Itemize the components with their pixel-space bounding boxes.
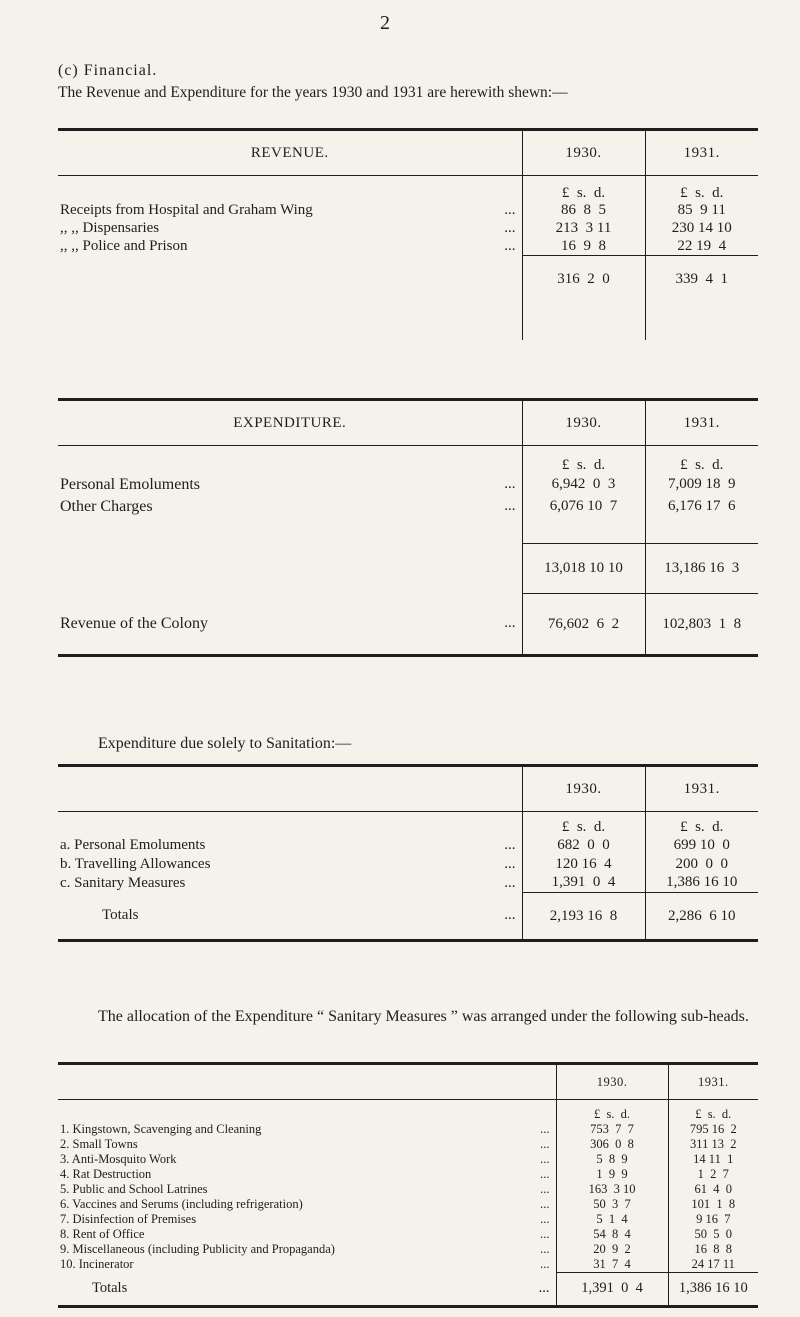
value-1931: 311 13 2	[668, 1137, 758, 1152]
col-1931-header: 1931.	[645, 766, 758, 812]
value-1930: 1 9 9	[556, 1167, 668, 1182]
units-1930: £ s. d.	[522, 812, 645, 836]
units-1930: £ s. d.	[556, 1100, 668, 1122]
table-row	[58, 1242, 758, 1257]
value-1931: 22 19 4	[645, 238, 758, 256]
allocation-table	[58, 1062, 758, 1308]
total-1931: 2,286 6 10	[645, 893, 758, 941]
row-dots: ...	[504, 498, 516, 514]
row-label: 4. Rat Destruction	[60, 1166, 152, 1181]
row-label: b. Travelling Allowances	[60, 855, 211, 872]
units-1931: £ s. d.	[645, 446, 758, 474]
row-label: 8. Rent of Office	[60, 1226, 145, 1241]
row-dots: ...	[540, 1211, 550, 1226]
total-1930: 316 2 0	[522, 256, 645, 304]
table-row	[58, 855, 758, 874]
total-row	[58, 256, 758, 304]
row-dots: ...	[504, 907, 516, 924]
row-dots: ...	[540, 1196, 550, 1211]
row-dots: ...	[540, 1241, 550, 1256]
row-label: Revenue of the Colony	[60, 614, 208, 632]
value-1931: 14 11 1	[668, 1152, 758, 1167]
row-dots: ...	[504, 615, 516, 632]
col-1931-header: 1931.	[645, 400, 758, 446]
row-label: 5. Public and School Latrines	[60, 1181, 208, 1196]
value-1930: 213 3 11	[522, 220, 645, 238]
row-dots: ...	[540, 1121, 550, 1136]
value-1931: 9 16 7	[668, 1212, 758, 1227]
col-1931-header: 1931.	[645, 130, 758, 176]
table-row	[58, 238, 758, 256]
row-dots: ...	[504, 220, 516, 236]
row-label: a. Personal Emoluments	[60, 836, 206, 853]
value-1930: 163 3 10	[556, 1182, 668, 1197]
sanitation-header	[58, 766, 522, 812]
col-1930-header: 1930.	[522, 766, 645, 812]
row-dots: ...	[504, 238, 516, 254]
value-1931: 1 2 7	[668, 1167, 758, 1182]
intro-text: The Revenue and Expenditure for the years 1930 and 1931 are herewith shewn:—	[58, 84, 568, 101]
row-dots: ...	[504, 476, 516, 492]
table-row	[58, 1122, 758, 1137]
value-1931: 50 5 0	[668, 1227, 758, 1242]
row-dots: ...	[540, 1226, 550, 1241]
table-row	[58, 1152, 758, 1167]
value-1931: 699 10 0	[645, 836, 758, 855]
value-1930: 20 9 2	[556, 1242, 668, 1257]
row-dots: ...	[540, 1166, 550, 1181]
value-1931: 1,386 16 10	[645, 874, 758, 893]
row-label: Other Charges	[60, 497, 153, 515]
totals-label: Totals	[92, 1279, 128, 1296]
row-dots: ...	[540, 1136, 550, 1151]
table-row	[58, 1212, 758, 1227]
row-label: ,, ,, Police and Prison	[60, 238, 188, 254]
row-dots: ...	[504, 874, 516, 891]
col-1930-header: 1930.	[556, 1064, 668, 1100]
table-row	[58, 1227, 758, 1242]
revenue-table	[58, 128, 758, 340]
row-dots: ...	[538, 1279, 550, 1296]
value-1930: 6,076 10 7	[522, 496, 645, 518]
table-row	[58, 1137, 758, 1152]
row-label: 7. Disinfection of Premises	[60, 1211, 197, 1226]
row-dots: ...	[540, 1151, 550, 1166]
table-row	[58, 1257, 758, 1273]
row-label: 1. Kingstown, Scavenging and Cleaning	[60, 1121, 262, 1136]
row-label: Receipts from Hospital and Graham Wing	[60, 202, 313, 218]
value-1931: 101 1 8	[668, 1197, 758, 1212]
value-1931: 24 17 11	[668, 1257, 758, 1273]
value-1931: 102,803 1 8	[645, 594, 758, 656]
value-1931: 6,176 17 6	[645, 496, 758, 518]
units-1931: £ s. d.	[645, 812, 758, 836]
row-label: 3. Anti-Mosquito Work	[60, 1151, 177, 1166]
total-1930: 2,193 16 8	[522, 893, 645, 941]
total-1931: 1,386 16 10	[668, 1272, 758, 1306]
row-label: 2. Small Towns	[60, 1136, 138, 1151]
value-1930: 50 3 7	[556, 1197, 668, 1212]
total-1930: 1,391 0 4	[556, 1272, 668, 1306]
colony-revenue-row	[58, 594, 758, 656]
value-1930: 86 8 5	[522, 202, 645, 220]
units-1930: £ s. d.	[522, 176, 645, 202]
value-1931: 230 14 10	[645, 220, 758, 238]
units-1931: £ s. d.	[645, 176, 758, 202]
table-row	[58, 1167, 758, 1182]
row-label: c. Sanitary Measures	[60, 874, 186, 891]
value-1930: 54 8 4	[556, 1227, 668, 1242]
allocation-header	[58, 1064, 556, 1100]
row-label: 10. Incinerator	[60, 1256, 134, 1271]
row-dots: ...	[540, 1256, 550, 1271]
expenditure-header: EXPENDITURE.	[233, 414, 347, 431]
units-1930: £ s. d.	[522, 446, 645, 474]
table-row	[58, 496, 758, 518]
total-1930: 13,018 10 10	[522, 544, 645, 594]
row-label: ,, ,, Dispensaries	[60, 220, 160, 236]
revenue-header: REVENUE.	[250, 144, 329, 161]
value-1930: 1,391 0 4	[522, 874, 645, 893]
total-row	[58, 893, 758, 941]
table-row	[58, 1197, 758, 1212]
row-dots: ...	[504, 836, 516, 853]
value-1931: 200 0 0	[645, 855, 758, 874]
value-1931: 795 16 2	[668, 1122, 758, 1137]
value-1930: 16 9 8	[522, 238, 645, 256]
total-1931: 339 4 1	[645, 256, 758, 304]
total-row	[58, 544, 758, 594]
value-1931: 16 8 8	[668, 1242, 758, 1257]
expenditure-table	[58, 398, 758, 657]
value-1930: 120 16 4	[522, 855, 645, 874]
value-1930: 753 7 7	[556, 1122, 668, 1137]
sanitation-table	[58, 764, 758, 942]
table-row	[58, 1182, 758, 1197]
row-dots: ...	[504, 202, 516, 218]
value-1931: 85 9 11	[645, 202, 758, 220]
table-row	[58, 836, 758, 855]
table-row	[58, 874, 758, 893]
allocation-paragraph: The allocation of the Expenditure “ Sanitary Measures ” was arranged under the following sub-heads.	[98, 1008, 749, 1025]
value-1930: 306 0 8	[556, 1137, 668, 1152]
row-dots: ...	[540, 1181, 550, 1196]
value-1930: 6,942 0 3	[522, 474, 645, 496]
table-row	[58, 474, 758, 496]
row-label: 9. Miscellaneous (including Publicity and Propaganda)	[60, 1241, 335, 1256]
value-1931: 61 4 0	[668, 1182, 758, 1197]
col-1930-header: 1930.	[522, 130, 645, 176]
total-row	[58, 1272, 758, 1306]
value-1930: 31 7 4	[556, 1257, 668, 1273]
col-1930-header: 1930.	[522, 400, 645, 446]
row-dots: ...	[504, 855, 516, 872]
table-row	[58, 220, 758, 238]
page-number: 2	[380, 12, 390, 34]
total-1931: 13,186 16 3	[645, 544, 758, 594]
sanitation-caption: Expenditure due solely to Sanitation:—	[98, 735, 352, 752]
row-label: 6. Vaccines and Serums (including refrigeration)	[60, 1196, 303, 1211]
value-1930: 76,602 6 2	[522, 594, 645, 656]
value-1930: 5 8 9	[556, 1152, 668, 1167]
value-1930: 5 1 4	[556, 1212, 668, 1227]
section-heading: (c) Financial.	[58, 62, 158, 79]
value-1931: 7,009 18 9	[645, 474, 758, 496]
table-row	[58, 202, 758, 220]
totals-label: Totals	[102, 907, 139, 924]
col-1931-header: 1931.	[668, 1064, 758, 1100]
units-1931: £ s. d.	[668, 1100, 758, 1122]
value-1930: 682 0 0	[522, 836, 645, 855]
row-label: Personal Emoluments	[60, 475, 200, 493]
